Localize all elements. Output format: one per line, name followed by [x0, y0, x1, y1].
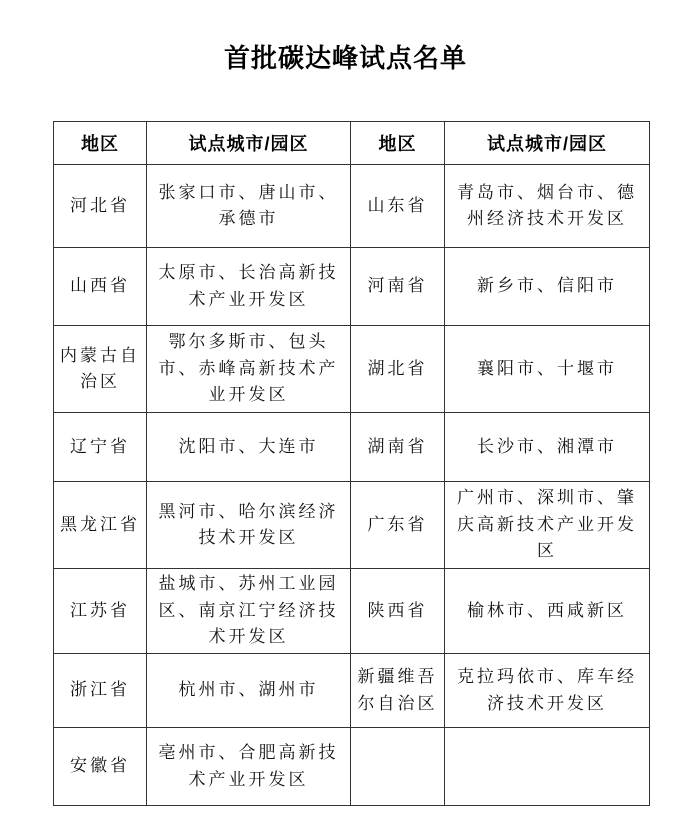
- cities-cell: 青岛市、烟台市、德州经济技术开发区: [445, 165, 650, 248]
- region-cell: 新疆维吾尔自治区: [351, 654, 445, 728]
- header-cell-region-right: 地区: [351, 122, 445, 165]
- region-cell: 广东省: [351, 482, 445, 569]
- cities-cell: 太原市、长治高新技术产业开发区: [147, 248, 351, 326]
- region-cell: 河北省: [54, 165, 147, 248]
- table-row: [54, 482, 650, 569]
- table-header-row: [54, 122, 650, 165]
- header-cell-cities-right: 试点城市/园区: [445, 122, 650, 165]
- table-row: [54, 326, 650, 413]
- pilot-list-table: [53, 121, 650, 806]
- cities-cell: 榆林市、西咸新区: [445, 569, 650, 654]
- cities-cell: 亳州市、合肥高新技术产业开发区: [147, 728, 351, 806]
- table-row: [54, 654, 650, 728]
- region-cell: 河南省: [351, 248, 445, 326]
- table-row: [54, 165, 650, 248]
- region-cell: 陕西省: [351, 569, 445, 654]
- header-cell-region-left: 地区: [54, 122, 147, 165]
- region-cell: 辽宁省: [54, 413, 147, 482]
- region-cell: 山西省: [54, 248, 147, 326]
- region-cell: 安徽省: [54, 728, 147, 806]
- cities-cell: 沈阳市、大连市: [147, 413, 351, 482]
- cities-cell: [445, 728, 650, 806]
- region-cell: 山东省: [351, 165, 445, 248]
- table-row: [54, 728, 650, 806]
- cities-cell: 杭州市、湖州市: [147, 654, 351, 728]
- region-cell: 湖南省: [351, 413, 445, 482]
- cities-cell: 广州市、深圳市、肇庆高新技术产业开发区: [445, 482, 650, 569]
- cities-cell: 盐城市、苏州工业园区、南京江宁经济技术开发区: [147, 569, 351, 654]
- region-cell: 湖北省: [351, 326, 445, 413]
- page-title: 首批碳达峰试点名单: [223, 44, 467, 73]
- cities-cell: 黑河市、哈尔滨经济技术开发区: [147, 482, 351, 569]
- cities-cell: 克拉玛依市、库车经济技术开发区: [445, 654, 650, 728]
- cities-cell: 鄂尔多斯市、包头市、赤峰高新技术产业开发区: [147, 326, 351, 413]
- region-cell: [351, 728, 445, 806]
- header-cell-cities-left: 试点城市/园区: [147, 122, 351, 165]
- region-cell: 浙江省: [54, 654, 147, 728]
- region-cell: 黑龙江省: [54, 482, 147, 569]
- region-cell: 内蒙古自治区: [54, 326, 147, 413]
- cities-cell: 张家口市、唐山市、承德市: [147, 165, 351, 248]
- table-row: [54, 413, 650, 482]
- cities-cell: 襄阳市、十堰市: [445, 326, 650, 413]
- cities-cell: 长沙市、湘潭市: [445, 413, 650, 482]
- region-cell: 江苏省: [54, 569, 147, 654]
- table-row: [54, 569, 650, 654]
- cities-cell: 新乡市、信阳市: [445, 248, 650, 326]
- table-row: [54, 248, 650, 326]
